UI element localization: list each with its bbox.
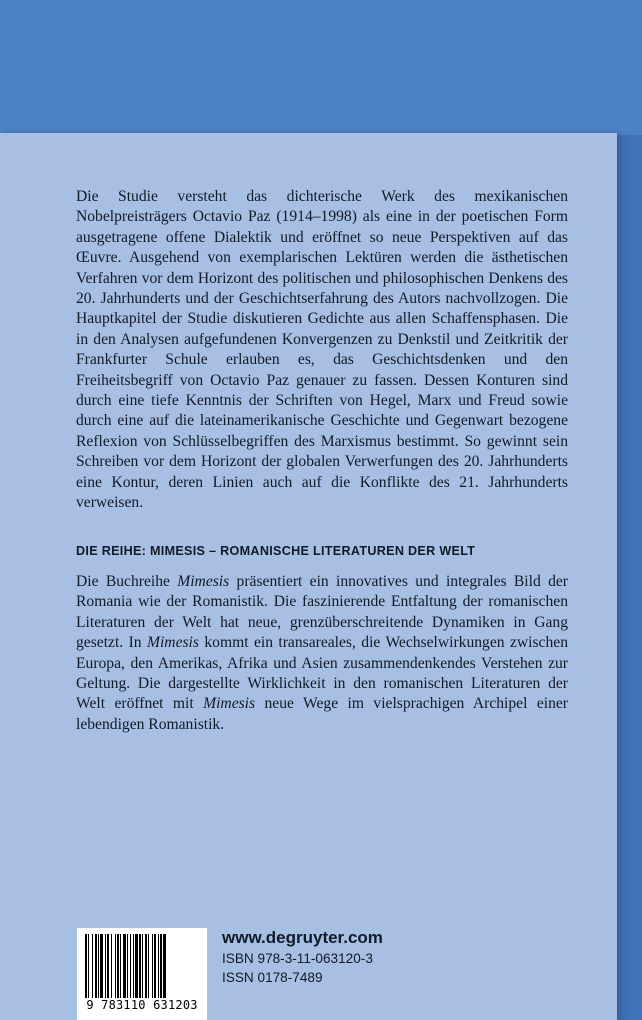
abstract-text: Die Studie versteht das dichterische Werk des mexikanischen Nobelpreisträgers Octavio Paz (1914–1998) als eine in der poetischen Form ausgetragene offene Dialektik und eröffnet so neue Perspektiven auf das Œuvre. Ausgehend von exemplarischen Lektüren werden die ästhetischen Verfahren vor dem Horizont des politischen und philosophischen Denkens des 20. Jahrhunderts und der Geschichtserfahrung des Autors nachvollzogen. Die Hauptkapitel der Studie diskutieren Gedichte aus allen Schaffensphasen. Die in den Analysen aufgefundenen Konvergenzen zu Denkstil und Zeitkritik der Frankfurter Schule erlauben es, das Geschichtsdenken und den Freiheitsbegriff von Octavio Paz genauer zu fassen. Dessen Konturen sind durch eine tiefe Kenntnis der Schriften von Hegel, Marx und Freud sowie durch eine auf die lateinamerikanische Geschichte und Gegenwart bezogene Reflexion von Schlüsselbegriffen des Marxismus bestimmt. So gewinnt sein Schreiben vor dem Horizont der globalen Verwerfungen des 20. Jahrhunderts eine Kontur, deren Linien auch auf die Konflikte des 21. Jahrhunderts verweisen. [76, 188, 568, 512]
series-text-2: präsentiert ein innovatives und integrales Bild der Romania wie der Romanistik. Die faszinierende Entfaltung der romanischen Literaturen der Welt hat neue, grenzüberschreitende Dynamiken in Gang gesetzt. In [76, 573, 568, 652]
publisher-url[interactable]: www.degruyter.com [222, 928, 383, 947]
barcode-digits: 9 783110 631203 [86, 998, 198, 1012]
publisher-info [222, 927, 383, 987]
series-text-4: neue Wege im vielsprachigen Archipel einer lebendigen Romanistik. [76, 695, 568, 733]
top-color-band [0, 0, 642, 135]
series-heading: DIE REIHE: MIMESIS – ROMANISCHE LITERATUREN DER WELT [76, 544, 476, 558]
right-color-band [616, 135, 642, 1020]
isbn-number: ISBN 978-3-11-063120-3 [222, 951, 373, 966]
series-text-1: Die Buchreihe [76, 573, 178, 590]
series-title-2: Mimesis [146, 634, 199, 652]
series-title-1: Mimesis [177, 573, 230, 590]
series-text-3: kommt ein transareales, die Wechselwirkungen zwischen Europa, den Amerikas, Afrika und Asien zusammendenkendes Verstehen zur Geltung. Die dargestellte Wirklichkeit in den romanischen Literaturen der Welt eröffnet mit [76, 634, 568, 713]
series-title-3: Mimesis [203, 695, 256, 713]
issn-number: ISSN 0178-7489 [222, 970, 323, 985]
barcode-bars [85, 934, 199, 998]
isbn-barcode [77, 928, 207, 1020]
series-description [76, 572, 568, 735]
